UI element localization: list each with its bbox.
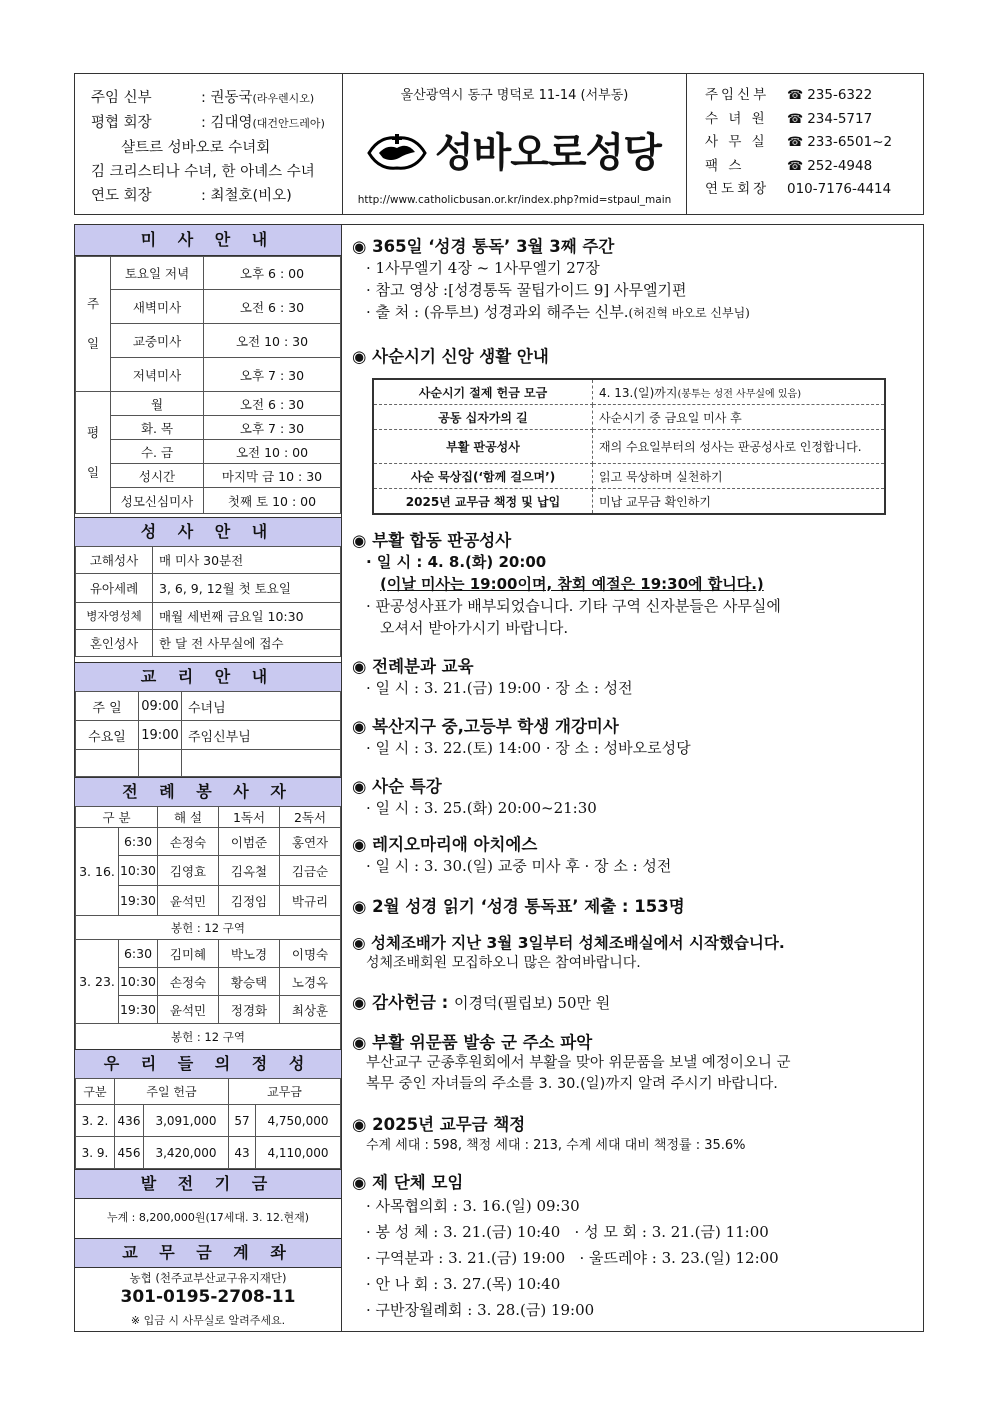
notice-line: · 판공성사표가 배부되었습니다. 기타 구역 신자분들은 사무실에 <box>366 597 781 615</box>
lent-value: 미납 교무금 확인하기 <box>593 489 886 515</box>
lent-value: 읽고 묵상하며 실천하기 <box>593 464 886 489</box>
notice-lent <box>352 343 922 367</box>
sacrament-value: 매월 세번째 금요일 10:30 <box>153 603 341 630</box>
lent-item: 사순 묵상집(‘함께 걸으며’) <box>373 464 593 489</box>
mass-name: 성시간 <box>111 464 204 488</box>
phone-icon: ☎ <box>787 88 804 103</box>
commentator: 윤석민 <box>158 996 219 1024</box>
notice-title: 사순시기 신앙 생활 안내 <box>372 347 549 366</box>
bullet-icon: ◉ <box>352 777 367 796</box>
sacrament-value: 한 달 전 사무실에 접수 <box>153 630 341 657</box>
mass-name: 수. 금 <box>111 440 204 464</box>
sacrament-title: 성 사 안 내 <box>75 517 341 547</box>
contact-list <box>687 74 923 214</box>
sacrament-table <box>75 546 341 657</box>
mass-schedule-table <box>75 256 341 514</box>
lent-value: 재의 수요일부터의 성사는 판공성사로 인정합니다. <box>593 430 886 464</box>
source-note: (허진혁 바오로 신부님) <box>628 306 750 320</box>
contact-fax: 팩 스 ☎ 252-4948 <box>705 157 873 174</box>
notice-liturgy <box>352 653 922 699</box>
notice-bible <box>352 233 922 324</box>
meeting-line: · 봉 성 체 : 3. 21.(금) 10:40 · 성 모 회 : 3. 21.(금) 11:00 <box>366 1223 769 1241</box>
notice-title: 전례분과 교육 <box>372 657 474 676</box>
mass-name: 월 <box>111 392 204 416</box>
notice-youth <box>352 713 922 759</box>
catechism-time: 19:00 <box>139 721 182 750</box>
notice-groups <box>352 1169 922 1323</box>
mass-time: 10:30 <box>119 968 158 996</box>
church-address: 울산광역시 동구 명덕로 11-14 (서부동) <box>400 88 629 103</box>
sunday-count: 436 <box>115 1105 144 1137</box>
mass-name: 성모신심미사 <box>111 488 204 514</box>
notice-legio <box>352 831 922 877</box>
mass-name: 저녁미사 <box>111 358 204 392</box>
reader-2: 홍연자 <box>280 828 341 856</box>
notice-line: 오셔서 받아가시기 바랍니다. <box>380 619 569 637</box>
mass-time: 오전 10 : 30 <box>204 324 341 358</box>
mass-name: 새벽미사 <box>111 290 204 324</box>
col-header: 교무금 <box>229 1079 341 1105</box>
sunday-label: 주 일 <box>76 257 111 392</box>
clergy-info <box>75 74 343 214</box>
phone-icon: ☎ <box>787 158 804 174</box>
meeting-line: · 사목협의회 : 3. 16.(일) 09:30 <box>366 1197 580 1215</box>
catechism-teacher <box>182 750 341 777</box>
mass-time: 오전 6 : 30 <box>204 290 341 324</box>
church-name: 성바오로성당 <box>435 130 661 176</box>
notices-column <box>342 224 924 1332</box>
reader-1: 정경화 <box>219 996 280 1024</box>
account-number: 301-0195-2708-11 <box>120 1287 296 1307</box>
bullet-icon: ◉ <box>352 237 367 256</box>
reader-2: 김금순 <box>280 856 341 886</box>
mass-title: 미 사 안 내 <box>75 225 341 256</box>
meeting-line: · 구역분과 : 3. 21.(금) 19:00 · 울뜨레야 : 3. 23.(일) 12:00 <box>366 1249 779 1267</box>
catechism-table <box>75 691 341 777</box>
notice-title: 제 단체 모임 <box>372 1173 464 1192</box>
notice-line: · 참고 영상 :[성경통독 꿀팁가이드 9] 사무엘기편 <box>366 281 687 299</box>
notice-line: · 일 시 : 3. 21.(금) 19:00 · 장 소 : 성전 <box>366 679 633 697</box>
mass-time: 오후 7 : 30 <box>204 358 341 392</box>
notice-title: 복산지구 중,고등부 학생 개강미사 <box>372 717 619 736</box>
contact-office: 사 무 실 ☎ 233-6501~2 <box>705 134 893 150</box>
contact-convent: 수 녀 원 ☎ 234-5717 <box>705 110 873 127</box>
bullet-icon: ◉ <box>352 934 366 952</box>
bullet-icon: ◉ <box>352 1173 367 1192</box>
contact-pastor: 주임신부 ☎ 235-6322 <box>705 87 873 103</box>
mass-time: 19:30 <box>119 996 158 1024</box>
reader-1: 이범준 <box>219 828 280 856</box>
notice-title: 레지오마리애 아치에스 <box>372 835 538 854</box>
notice-title: 365일 ‘성경 통독’ 3월 3째 주간 <box>372 237 615 256</box>
mass-time: 오후 7 : 30 <box>204 416 341 440</box>
mass-time: 오전 10 : 00 <box>204 440 341 464</box>
mass-name: 화. 목 <box>111 416 204 440</box>
mass-time: 오후 6 : 00 <box>204 257 341 290</box>
reader-1: 박노경 <box>219 940 280 968</box>
mass-time: 6:30 <box>119 940 158 968</box>
notice-military <box>352 1029 922 1095</box>
offerings-table <box>75 1078 341 1169</box>
sisters-names-row: 김 크리스티나 수녀, 한 아녜스 수녀 <box>91 164 315 180</box>
dues-count: 43 <box>229 1137 256 1169</box>
lent-value: 사순시기 중 금요일 미사 후 <box>593 405 886 430</box>
bullet-icon: ◉ <box>352 347 367 366</box>
funeral-president-row: 연도 회장 : 최철호(비오) <box>91 188 292 204</box>
meeting-line: · 안 나 회 : 3. 27.(목) 10:40 <box>366 1275 561 1293</box>
notice-dues <box>352 1111 922 1156</box>
account-bank: 농협 (천주교부산교구유지재단) <box>129 1271 287 1285</box>
left-sidebar <box>74 224 342 1332</box>
reader-1: 김옥철 <box>219 856 280 886</box>
notice-title: 감사헌금 : <box>372 993 449 1012</box>
notice-line: 복무 중인 자녀들의 주소를 3. 30.(일)까지 알려 주시기 바랍니다. <box>366 1076 778 1092</box>
sunday-amount: 3,091,000 <box>144 1105 229 1137</box>
mass-name: 토요일 저녁 <box>111 257 204 290</box>
phone-icon: ☎ <box>787 111 804 127</box>
notice-line: · 일 시 : 4. 8.(화) 20:00 <box>366 553 547 571</box>
lent-item: 사순시기 절제 헌금 모금 <box>373 379 593 405</box>
commentator: 윤석민 <box>158 886 219 916</box>
meeting-line: · 구반장월례회 : 3. 28.(금) 19:00 <box>366 1301 595 1319</box>
account-title: 교 무 금 계 좌 <box>75 1238 341 1268</box>
sunday-count: 456 <box>115 1137 144 1169</box>
bullet-icon: ◉ <box>352 1115 367 1134</box>
notice-line: 부산교구 군종후원회에서 부활을 맞아 위문품을 보낼 예정이오니 군 <box>366 1055 791 1071</box>
sisters-order-row: 샬트르 성바오로 수녀회 <box>121 140 271 156</box>
lent-item: 2025년 교무금 책정 및 납입 <box>373 489 593 515</box>
mass-time: 10:30 <box>119 856 158 886</box>
notice-title: 사순 특강 <box>372 777 442 796</box>
commentator: 김미혜 <box>158 940 219 968</box>
reader-1: 김정임 <box>219 886 280 916</box>
reader-1: 황승택 <box>219 968 280 996</box>
dues-amount: 4,110,000 <box>256 1137 341 1169</box>
lent-item: 공동 십자가의 길 <box>373 405 593 430</box>
notice-title: 2월 성경 읽기 ‘성경 통독표’ 제출 : 153명 <box>372 897 685 916</box>
bulletin-header <box>74 73 924 215</box>
fund-title: 발 전 기 금 <box>75 1169 341 1199</box>
col-header: 구 분 <box>76 807 158 828</box>
mass-time: 19:30 <box>119 886 158 916</box>
catechism-day: 수요일 <box>76 721 139 750</box>
week-date: 3. 23. <box>76 940 119 1024</box>
commentator: 손정숙 <box>158 968 219 996</box>
col-header: 주일 헌금 <box>115 1079 229 1105</box>
notice-title: 부활 합동 판공성사 <box>372 531 512 550</box>
fund-total: 누계 : 8,200,000원(17세대. 3. 12.현재) <box>106 1211 310 1224</box>
sacrament-name: 유아세례 <box>76 574 153 603</box>
bullet-icon: ◉ <box>352 531 367 550</box>
account-note: ※ 입금 시 사무실로 알려주세요. <box>130 1314 286 1327</box>
sacrament-value: 3, 6, 9, 12월 첫 토요일 <box>153 574 341 603</box>
notice-reading <box>352 893 922 917</box>
bullet-icon: ◉ <box>352 897 367 916</box>
notice-lecture <box>352 773 922 819</box>
offering-group: 봉헌 : 12 구역 <box>76 1024 341 1050</box>
church-logo <box>365 126 665 180</box>
notice-adoration <box>352 931 922 974</box>
bullet-icon: ◉ <box>352 993 367 1012</box>
mass-time: 마지막 금 10 : 30 <box>204 464 341 488</box>
notice-thanks <box>352 989 922 1013</box>
ministers-table <box>75 806 341 1050</box>
catechism-teacher: 수녀님 <box>182 692 341 721</box>
mass-time: 첫째 토 10 : 00 <box>204 488 341 514</box>
bullet-icon: ◉ <box>352 1033 367 1052</box>
catechism-teacher: 주임신부님 <box>182 721 341 750</box>
notice-line: · 일 시 : 3. 22.(토) 14:00 · 장 소 : 성바오로성당 <box>366 739 691 757</box>
col-header: 해 설 <box>158 807 219 828</box>
commentator: 손정숙 <box>158 828 219 856</box>
thanks-value: 이경덕(필립보) 50만 원 <box>454 994 611 1012</box>
notice-penance <box>352 527 922 639</box>
dove-emblem-icon <box>365 132 429 174</box>
catechism-day <box>76 750 139 777</box>
lent-value: 4. 13.(일)까지 <box>599 385 678 400</box>
reader-2: 이명숙 <box>280 940 341 968</box>
lent-item: 부활 판공성사 <box>373 430 593 464</box>
offering-group: 봉헌 : 12 구역 <box>76 916 341 940</box>
catechism-time: 09:00 <box>139 692 182 721</box>
church-url[interactable]: http://www.catholicbusan.or.kr/index.php?mid=stpaul_main <box>357 194 672 206</box>
lent-note: (봉투는 성전 사무실에 있음) <box>677 388 802 400</box>
dues-amount: 4,750,000 <box>256 1105 341 1137</box>
notice-title: 성체조배가 지난 3월 3일부터 성체조배실에서 시작했습니다. <box>370 934 785 952</box>
notice-line: (이날 미사는 19:00이며, 참회 예절은 19:30에 합니다.) <box>380 575 764 593</box>
notice-line: 성체조배회원 모집하오니 많은 참여바랍니다. <box>366 955 641 971</box>
dues-count: 57 <box>229 1105 256 1137</box>
mass-time: 6:30 <box>119 828 158 856</box>
commentator: 김영효 <box>158 856 219 886</box>
col-header: 1독서 <box>219 807 280 828</box>
reader-2: 최상훈 <box>280 996 341 1024</box>
bullet-icon: ◉ <box>352 717 367 736</box>
catechism-title: 교 리 안 내 <box>75 662 341 692</box>
col-header: 2독서 <box>280 807 341 828</box>
mass-name: 교중미사 <box>111 324 204 358</box>
reader-2: 박규리 <box>280 886 341 916</box>
lent-table <box>372 378 886 515</box>
sacrament-value: 매 미사 30분전 <box>153 547 341 574</box>
pastor-row: 주임 신부 : 권동국(라우렌시오) <box>91 90 315 106</box>
notice-line: · 출 처 : (유투브) 성경과외 해주는 신부. <box>366 303 629 321</box>
sacrament-name: 고해성사 <box>76 547 153 574</box>
phone-icon: ☎ <box>787 135 804 150</box>
sacrament-name: 병자영성체 <box>76 603 153 630</box>
bullet-icon: ◉ <box>352 835 367 854</box>
contact-funeral: 연도회장 010-7176-4414 <box>705 181 892 197</box>
notice-line: · 1사무엘기 4장 ~ 1사무엘기 27장 <box>366 259 600 277</box>
notice-title: 부활 위문품 발송 군 주소 파악 <box>372 1033 593 1052</box>
church-title-block <box>343 74 687 214</box>
mass-time: 오전 6 : 30 <box>204 392 341 416</box>
notice-line: · 일 시 : 3. 30.(일) 교중 미사 후 · 장 소 : 성전 <box>366 857 672 875</box>
notice-title: 2025년 교무금 책정 <box>372 1115 526 1134</box>
notice-line: 수계 세대 : 598, 책정 세대 : 213, 수계 세대 대비 책정률 : 35.6% <box>366 1138 746 1153</box>
offerings-title: 우 리 들 의 정 성 <box>75 1049 341 1079</box>
catechism-day: 주 일 <box>76 692 139 721</box>
reader-2: 노경옥 <box>280 968 341 996</box>
ministers-title: 전 례 봉 사 자 <box>75 777 341 807</box>
council-president-row: 평협 회장 : 김대영(대건안드레아) <box>91 115 325 131</box>
catechism-time <box>139 750 182 777</box>
sunday-amount: 3,420,000 <box>144 1137 229 1169</box>
notice-line: · 일 시 : 3. 25.(화) 20:00~21:30 <box>366 799 597 817</box>
col-header: 구분 <box>76 1079 115 1105</box>
offering-date: 3. 2. <box>76 1105 115 1137</box>
week-date: 3. 16. <box>76 828 119 916</box>
weekday-label: 평 일 <box>76 392 111 514</box>
sacrament-name: 혼인성사 <box>76 630 153 657</box>
bullet-icon: ◉ <box>352 657 367 676</box>
offering-date: 3. 9. <box>76 1137 115 1169</box>
